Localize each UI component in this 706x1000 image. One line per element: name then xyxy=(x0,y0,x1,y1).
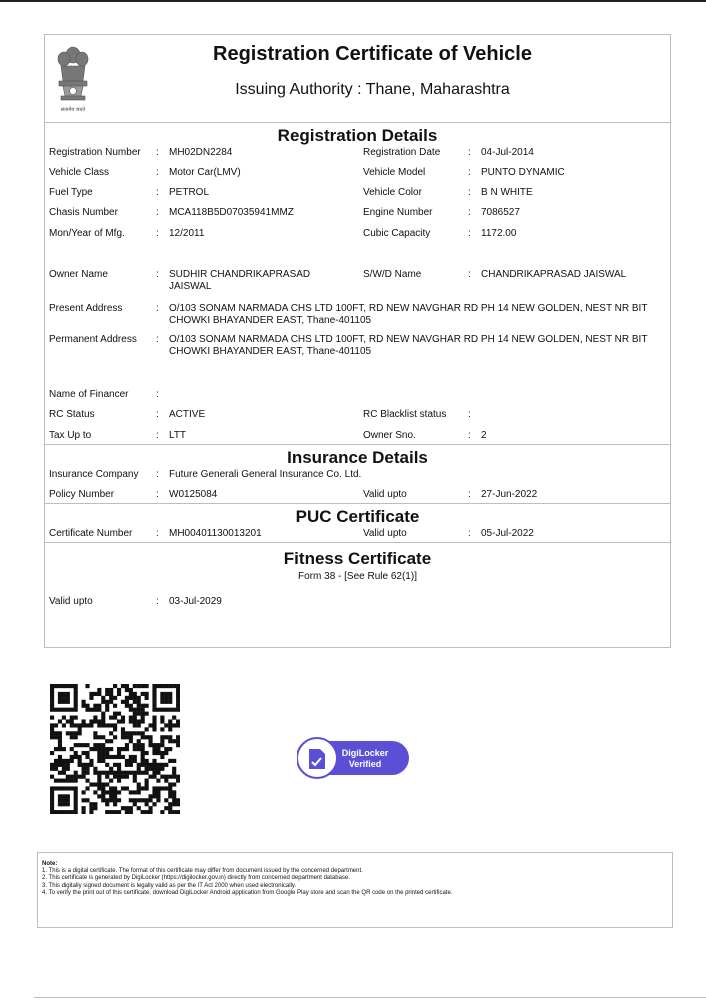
financer-row xyxy=(45,389,670,409)
field-separator: : xyxy=(156,303,159,314)
field-separator: : xyxy=(468,187,471,198)
field-label: Vehicle Model xyxy=(363,167,426,178)
insurance-company-value: Future Generali General Insurance Co. Ltd. xyxy=(169,469,362,480)
fitness-heading-block xyxy=(45,543,670,589)
registration-number-value: MH02DN2284 xyxy=(169,147,233,158)
bottom-rule xyxy=(34,997,706,998)
vehicle-class-value: Motor Car(LMV) xyxy=(169,167,241,178)
field-label: Valid upto xyxy=(363,528,407,539)
chasis-number-value: MCA118B5D07035941MMZ xyxy=(169,207,294,218)
owner-name-value: SUDHIR CHANDRIKAPRASAD JAISWAL xyxy=(169,269,311,292)
vehicle-color-value: B N WHITE xyxy=(481,187,533,198)
field-separator: : xyxy=(468,489,471,500)
field-label: Insurance Company xyxy=(49,469,139,480)
fitness-valid-value: 03-Jul-2029 xyxy=(169,596,222,607)
field-label: S/W/D Name xyxy=(363,269,422,280)
permanent-address-value: O/103 SONAM NARMADA CHS LTD 100FT, RD NEW NAVGHAR RD PH 14 NEW GOLDEN, NEST NR BIT CHOWKI BHAYANDER EAST, Thane-401105 xyxy=(169,334,648,357)
field-separator: : xyxy=(156,187,159,198)
field-label: Mon/Year of Mfg. xyxy=(49,228,125,239)
field-label: Valid upto xyxy=(363,489,407,500)
mfg-value: 12/2011 xyxy=(169,228,205,239)
field-label: Owner Name xyxy=(49,269,108,280)
field-separator: : xyxy=(156,528,159,539)
field-separator: : xyxy=(468,147,471,158)
permanent-address-row xyxy=(45,334,670,389)
field-label: Fuel Type xyxy=(49,187,93,198)
engine-number-value: 7086527 xyxy=(481,207,520,218)
field-label: Registration Date xyxy=(363,147,441,158)
note-box xyxy=(37,852,673,928)
field-separator: : xyxy=(156,334,159,345)
owner-row xyxy=(45,269,670,303)
puc-row xyxy=(45,528,670,542)
field-label: Valid upto xyxy=(49,596,93,607)
field-separator: : xyxy=(468,167,471,178)
field-label: Name of Financer xyxy=(49,389,129,400)
present-address-row xyxy=(45,303,670,334)
field-label: Policy Number xyxy=(49,489,115,500)
field-separator: : xyxy=(156,207,159,218)
field-separator: : xyxy=(156,469,159,480)
fuel-type-value: PETROL xyxy=(169,187,210,198)
insurance-details-heading: Insurance Details xyxy=(287,448,428,467)
swd-name-value: CHANDRIKAPRASAD JAISWAL xyxy=(481,269,627,280)
vehicle-class-row xyxy=(45,167,670,187)
field-separator: : xyxy=(156,489,159,500)
field-label: Registration Number xyxy=(49,147,141,158)
field-separator: : xyxy=(468,528,471,539)
mfg-row xyxy=(45,228,670,269)
tax-row xyxy=(45,430,670,444)
field-label: Owner Sno. xyxy=(363,430,416,441)
field-separator: : xyxy=(156,389,159,400)
digilocker-verified-badge xyxy=(297,735,411,781)
puc-valid-value: 05-Jul-2022 xyxy=(481,528,534,539)
tax-value: LTT xyxy=(169,430,187,441)
policy-number-value: W0125084 xyxy=(169,489,218,500)
field-label: Engine Number xyxy=(363,207,433,218)
top-rule xyxy=(0,0,706,2)
field-separator: : xyxy=(468,228,471,239)
note-line: 1. This is a digital certificate. The format of this certificate may differ from document issued by the concerned department. xyxy=(42,868,363,875)
vehicle-model-value: PUNTO DYNAMIC xyxy=(481,167,565,178)
field-label: RC Status xyxy=(49,409,95,420)
note-line: 4. To verify the print out of this certificate, download DigiLocker Android application from Google Play store and scan the QR code on the printed certificate. xyxy=(42,889,453,896)
field-separator: : xyxy=(468,269,471,280)
issuing-authority: Issuing Authority : Thane, Maharashtra xyxy=(235,81,510,98)
field-label: Chasis Number xyxy=(49,207,118,218)
note-title: Note: xyxy=(42,861,58,867)
fitness-row xyxy=(45,596,670,610)
fitness-form: Form 38 - [See Rule 62(1)] xyxy=(298,571,417,582)
field-label: Vehicle Class xyxy=(49,167,110,178)
policy-row xyxy=(45,489,670,503)
puc-heading: PUC Certificate xyxy=(295,507,420,526)
field-label: Tax Up to xyxy=(49,430,92,441)
field-separator: : xyxy=(468,430,471,441)
certificate-title: Registration Certificate of Vehicle xyxy=(213,43,532,65)
fuel-type-row xyxy=(45,187,670,207)
badge-line1: DigiLocker xyxy=(341,748,389,758)
fitness-heading: Fitness Certificate xyxy=(283,549,432,568)
chasis-number-row xyxy=(45,207,670,228)
field-label: Vehicle Color xyxy=(363,187,422,198)
registration-number-row xyxy=(45,147,670,167)
field-label: Present Address xyxy=(49,303,123,314)
rc-status-value: ACTIVE xyxy=(169,409,206,420)
insurance-company-row xyxy=(45,469,670,489)
emblem-caption: सत्यमेव जयते xyxy=(60,107,86,113)
owner-sno-value: 2 xyxy=(481,430,487,441)
field-separator: : xyxy=(468,409,471,420)
field-separator: : xyxy=(156,228,159,239)
field-separator: : xyxy=(156,147,159,158)
registration-details-heading: Registration Details xyxy=(277,126,438,145)
registration-date-value: 04-Jul-2014 xyxy=(481,147,534,158)
field-separator: : xyxy=(468,207,471,218)
field-separator: : xyxy=(156,430,159,441)
field-label: Certificate Number xyxy=(49,528,133,539)
field-separator: : xyxy=(156,596,159,607)
qr-code-icon xyxy=(50,684,180,814)
certificate-card xyxy=(44,34,671,648)
badge-line2: Verified xyxy=(348,759,382,769)
cubic-capacity-value: 1172.00 xyxy=(481,228,517,239)
field-separator: : xyxy=(156,269,159,280)
puc-certificate-value: MH00401130013201 xyxy=(169,528,262,539)
insurance-valid-value: 27-Jun-2022 xyxy=(481,489,538,500)
note-line: 3. This digitally signed document is legally valid as per the IT Act 2000 when used electronically. xyxy=(42,882,297,889)
note-line: 2. This certificate is generated by DigiLocker (https://digilocker.gov.in) directly from concerned department database. xyxy=(42,875,350,882)
certificate-header xyxy=(45,35,670,123)
field-label: RC Blacklist status xyxy=(363,409,447,420)
field-label: Cubic Capacity xyxy=(363,228,431,239)
field-label: Permanent Address xyxy=(49,334,137,345)
rc-status-row xyxy=(45,409,670,430)
field-separator: : xyxy=(156,409,159,420)
field-separator: : xyxy=(156,167,159,178)
present-address-value: O/103 SONAM NARMADA CHS LTD 100FT, RD NEW NAVGHAR RD PH 14 NEW GOLDEN, NEST NR BIT CHOWKI BHAYANDER EAST, Thane-401105 xyxy=(169,303,648,326)
